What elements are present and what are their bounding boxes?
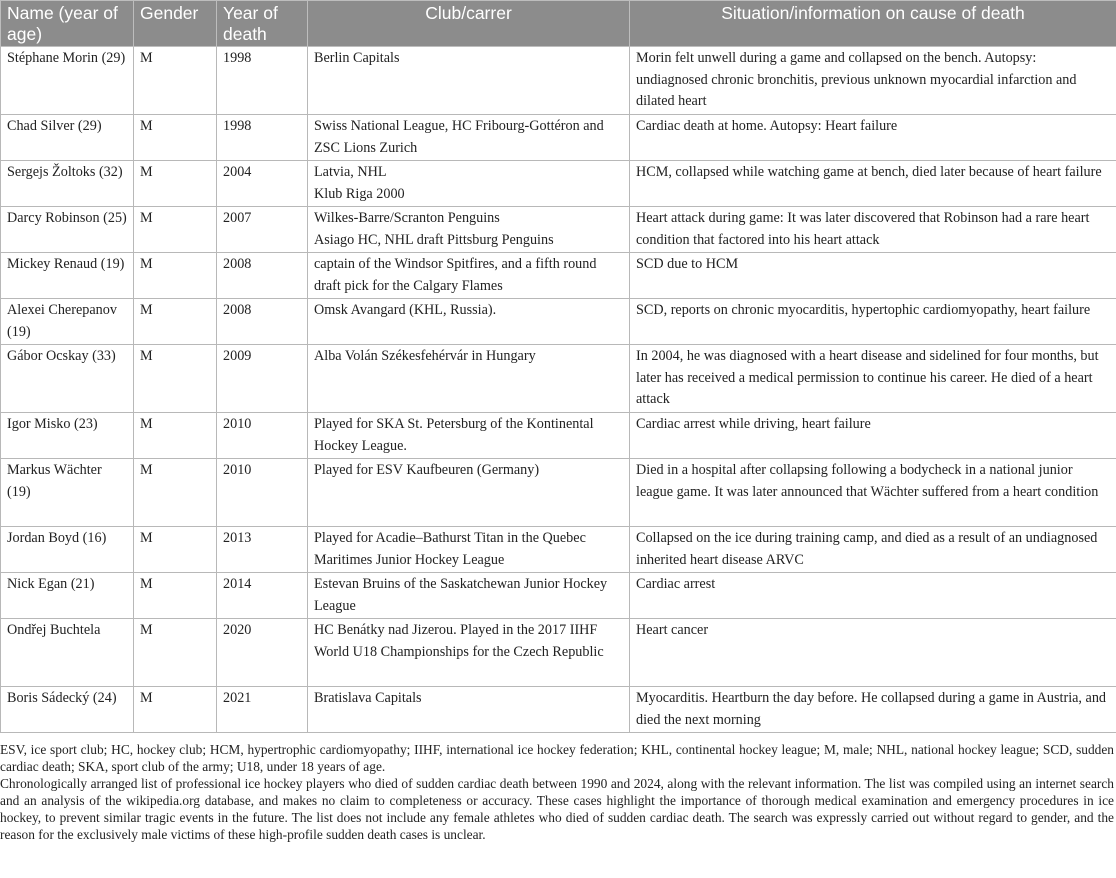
cell-gender: M [134,47,217,115]
cell-name: Boris Sádecký (24) [1,687,134,733]
cell-gender: M [134,207,217,253]
cell-name: Stéphane Morin (29) [1,47,134,115]
cell-name: Jordan Boyd (16) [1,527,134,573]
cell-name: Sergejs Žoltoks (32) [1,161,134,207]
cell-cause: Cardiac arrest while driving, heart failure [630,413,1116,459]
table-row [1,207,1116,253]
cell-cause: HCM, collapsed while watching game at bench, died later because of heart failure [630,161,1116,207]
cell-year: 1998 [217,115,308,161]
cell-year: 2010 [217,413,308,459]
table-row [1,619,1116,687]
cell-name: Mickey Renaud (19) [1,253,134,299]
cell-cause: Died in a hospital after collapsing following a bodycheck in a national junior league game. It was later announced that Wächter suffered from a heart condition [630,459,1116,527]
table-row [1,299,1116,345]
header-row [1,1,1116,47]
cell-club: HC Benátky nad Jizerou. Played in the 2017 IIHF World U18 Championships for the Czech Republic [308,619,630,687]
cell-club: Alba Volán Székesfehérvár in Hungary [308,345,630,413]
cell-cause: Collapsed on the ice during training camp, and died as a result of an undiagnosed inherited heart disease ARVC [630,527,1116,573]
cell-club: Swiss National League, HC Fribourg-Gottéron and ZSC Lions Zurich [308,115,630,161]
cell-name: Igor Misko (23) [1,413,134,459]
cell-cause: In 2004, he was diagnosed with a heart disease and sidelined for four months, but later has received a medical permission to continue his career. He died of a heart attack [630,345,1116,413]
abbreviations-note: ESV, ice sport club; HC, hockey club; HCM, hypertrophic cardiomyopathy; IIHF, international ice hockey federation; KHL, continental hockey league; M, male; NHL, national hockey league; SCD, sudden cardiac death; SKA, sport club of the army; U18, under 18 years of age. [0,742,1114,774]
cell-year: 2008 [217,299,308,345]
cell-gender: M [134,527,217,573]
table-row [1,345,1116,413]
cell-year: 2021 [217,687,308,733]
cell-year: 2007 [217,207,308,253]
cell-cause: Heart attack during game: It was later discovered that Robinson had a rare heart condition that factored into his heart attack [630,207,1116,253]
cell-cause: Cardiac death at home. Autopsy: Heart failure [630,115,1116,161]
cell-year: 2020 [217,619,308,687]
table-row [1,459,1116,527]
cell-club: Wilkes-Barre/Scranton Penguins Asiago HC, NHL draft Pittsburg Penguins [308,207,630,253]
cell-name: Markus Wächter (19) [1,459,134,527]
cell-name: Nick Egan (21) [1,573,134,619]
cell-year: 2004 [217,161,308,207]
table-row [1,47,1116,115]
cell-club: Played for ESV Kaufbeuren (Germany) [308,459,630,527]
cell-club: Played for SKA St. Petersburg of the Kontinental Hockey League. [308,413,630,459]
table-row [1,687,1116,733]
cell-year: 2009 [217,345,308,413]
cell-year: 1998 [217,47,308,115]
cell-gender: M [134,253,217,299]
cell-club: Latvia, NHL Klub Riga 2000 [308,161,630,207]
cell-gender: M [134,115,217,161]
table-row [1,527,1116,573]
table-notes [0,733,1116,843]
cell-gender: M [134,459,217,527]
cell-cause: Heart cancer [630,619,1116,687]
cell-club: Estevan Bruins of the Saskatchewan Junior Hockey League [308,573,630,619]
cell-year: 2008 [217,253,308,299]
cell-club: Bratislava Capitals [308,687,630,733]
cell-gender: M [134,573,217,619]
table-row [1,161,1116,207]
cell-name: Alexei Cherepanov (19) [1,299,134,345]
description-note: Chronologically arranged list of professional ice hockey players who died of sudden cardiac death between 1990 and 2024, along with the relevant information. The list was compiled using an internet search and an analysis of the wikipedia.org database, and makes no claim to completeness or accuracy. These cases highlight the importance of thorough medical examination and emergency procedures in ice hockey, to prevent similar tragic events in the future. The list does not include any female athletes who died of sudden cardiac death. The search was expressly carried out without regard to gender, and the reason for the exclusively male victims of these high-profile sudden death cases is unclear. [0,776,1114,842]
header-year-of-death: Year of death [217,1,308,47]
cell-gender: M [134,299,217,345]
header-cause-of-death: Situation/information on cause of death [630,1,1116,47]
cell-gender: M [134,619,217,687]
cell-name: Gábor Ocskay (33) [1,345,134,413]
header-gender: Gender [134,1,217,47]
cell-club: captain of the Windsor Spitfires, and a fifth round draft pick for the Calgary Flames [308,253,630,299]
table-row [1,413,1116,459]
header-club-career: Club/carrer [308,1,630,47]
cell-club: Omsk Avangard (KHL, Russia). [308,299,630,345]
table-body [1,47,1116,733]
cell-cause: Morin felt unwell during a game and collapsed on the bench. Autopsy: undiagnosed chronic bronchitis, previous unknown myocardial infarction and dilated heart [630,47,1116,115]
cell-cause: Myocarditis. Heartburn the day before. He collapsed during a game in Austria, and died the next morning [630,687,1116,733]
header-name: Name (year of age) [1,1,134,47]
cell-club: Played for Acadie–Bathurst Titan in the Quebec Maritimes Junior Hockey League [308,527,630,573]
cell-year: 2010 [217,459,308,527]
cell-gender: M [134,345,217,413]
cell-gender: M [134,413,217,459]
cell-name: Darcy Robinson (25) [1,207,134,253]
cell-cause: SCD, reports on chronic myocarditis, hypertophic cardiomyopathy, heart failure [630,299,1116,345]
cell-year: 2014 [217,573,308,619]
cell-name: Ondřej Buchtela [1,619,134,687]
table-row [1,253,1116,299]
table-row [1,573,1116,619]
cell-gender: M [134,161,217,207]
cell-year: 2013 [217,527,308,573]
cell-club: Berlin Capitals [308,47,630,115]
table-row [1,115,1116,161]
cell-cause: Cardiac arrest [630,573,1116,619]
cell-cause: SCD due to HCM [630,253,1116,299]
cell-gender: M [134,687,217,733]
cell-name: Chad Silver (29) [1,115,134,161]
